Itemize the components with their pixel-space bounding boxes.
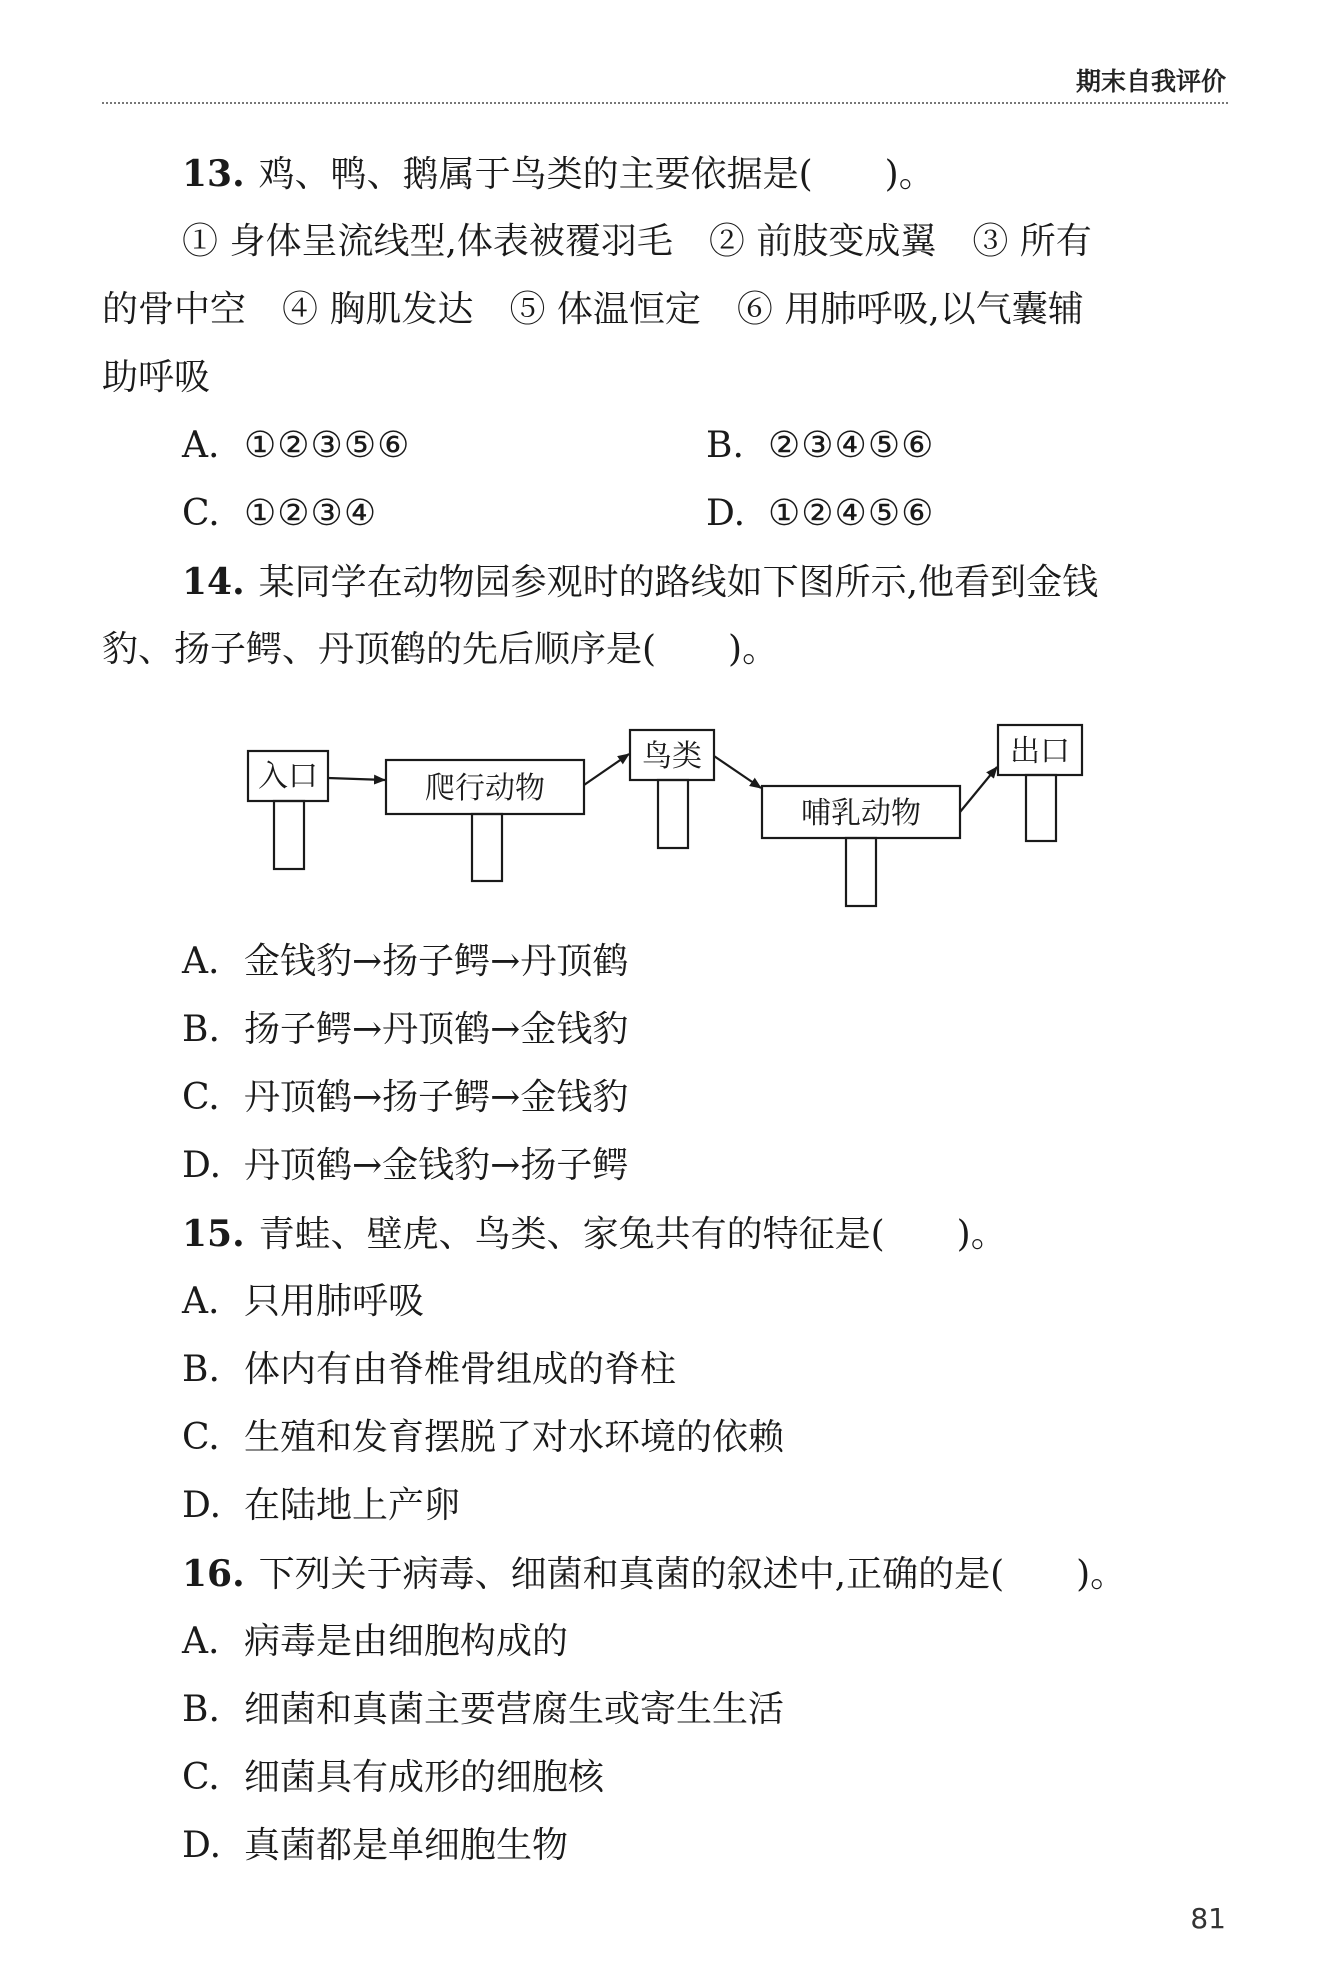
option-label: D. [182, 1485, 222, 1526]
q14-option-b[interactable] [182, 1008, 628, 1052]
option-text: 丹顶鹤→扬子鳄→金钱豹 [244, 1077, 629, 1118]
exit-sign-post [1026, 775, 1056, 841]
sign-label-mammals: 哺乳动物 [801, 796, 921, 831]
option-label: A. [182, 941, 220, 982]
sign-label-reptiles: 爬行动物 [425, 771, 545, 806]
option-label: B. [706, 425, 744, 466]
q13-stem-text: 鸡、鸭、鹅属于鸟类的主要依据是( )。 [258, 154, 935, 195]
sign-label-exit: 出口 [1010, 734, 1070, 769]
q14-option-d[interactable] [182, 1144, 628, 1188]
entrance-sign-post [274, 801, 304, 869]
q14-option-a[interactable] [182, 940, 628, 984]
q14-stem-line-2: 豹、扬子鳄、丹顶鹤的先后顺序是( )。 [102, 629, 779, 670]
q15-option-d[interactable] [182, 1484, 460, 1528]
option-label: B. [182, 1689, 220, 1730]
option-label: B. [182, 1349, 220, 1390]
option-text: 丹顶鹤→金钱豹→扬子鳄 [244, 1145, 629, 1186]
option-text: 扬子鳄→丹顶鹤→金钱豹 [244, 1009, 629, 1050]
q16-stem-text: 下列关于病毒、细菌和真菌的叙述中,正确的是( )。 [258, 1554, 1127, 1595]
route-arrow-3 [714, 756, 761, 788]
option-text: 只用肺呼吸 [244, 1281, 425, 1322]
option-text: 在陆地上产卵 [244, 1485, 461, 1526]
option-text: ①②③⑤⑥ [244, 425, 411, 466]
mammals-sign-post [846, 838, 876, 906]
option-text: 生殖和发育摆脱了对水环境的依赖 [244, 1417, 785, 1458]
q15-stem [182, 1212, 1007, 1257]
q16-number: 16. [182, 1553, 245, 1595]
q13-feature-line-1: ① 身体呈流线型,体表被覆羽毛 ② 前肢变成翼 ③ 所有 [182, 221, 1092, 262]
option-label: B. [182, 1009, 220, 1050]
option-label: C. [182, 1417, 220, 1458]
q14-option-c[interactable] [182, 1076, 628, 1120]
q14-number: 14. [182, 561, 245, 603]
option-label: A. [182, 1621, 220, 1662]
q16-option-c[interactable] [182, 1756, 604, 1800]
option-text: 病毒是由细胞构成的 [244, 1621, 569, 1662]
route-arrow-4 [960, 767, 997, 812]
option-text: 体内有由脊椎骨组成的脊柱 [244, 1349, 677, 1390]
page-number: 81 [1190, 1902, 1226, 1935]
option-label: C. [182, 1077, 220, 1118]
option-label: A. [182, 1281, 220, 1322]
option-text: 细菌具有成形的细胞核 [244, 1757, 605, 1798]
q15-number: 15. [182, 1213, 245, 1255]
option-text: 金钱豹→扬子鳄→丹顶鹤 [244, 941, 629, 982]
option-text: ①②④⑤⑥ [768, 493, 935, 534]
q16-option-d[interactable] [182, 1824, 568, 1868]
q13-feature-line-2: 的骨中空 ④ 胸肌发达 ⑤ 体温恒定 ⑥ 用肺呼吸,以气囊辅 [102, 289, 1084, 330]
sign-label-birds: 鸟类 [642, 739, 702, 774]
q15-option-b[interactable] [182, 1348, 676, 1392]
section-header: 期末自我评价 [1075, 67, 1226, 96]
q13-number: 13. [182, 153, 245, 195]
option-label: C. [182, 493, 220, 534]
sign-label-entrance: 入口 [258, 759, 318, 794]
q16-option-b[interactable] [182, 1688, 784, 1732]
q15-option-a[interactable] [182, 1280, 424, 1324]
reptiles-sign-post [472, 814, 502, 881]
q16-option-a[interactable] [182, 1620, 568, 1664]
q15-stem-text: 青蛙、壁虎、鸟类、家兔共有的特征是( )。 [258, 1214, 1007, 1255]
route-arrow-1 [328, 778, 385, 780]
birds-sign-post [658, 780, 688, 848]
option-label: D. [706, 493, 746, 534]
option-label: C. [182, 1757, 220, 1798]
option-text: 真菌都是单细胞生物 [244, 1825, 569, 1866]
option-label: D. [182, 1145, 222, 1186]
option-text: 细菌和真菌主要营腐生或寄生生活 [244, 1689, 785, 1730]
option-text: ①②③④ [244, 493, 378, 534]
q16-stem [182, 1552, 1126, 1597]
option-text: ②③④⑤⑥ [768, 425, 935, 466]
q15-option-c[interactable] [182, 1416, 784, 1460]
option-label: D. [182, 1825, 222, 1866]
route-arrow-2 [584, 754, 629, 785]
option-label: A. [182, 425, 220, 466]
q13-feature-line-3: 助呼吸 [102, 357, 211, 398]
q14-stem-line-1: 某同学在动物园参观时的路线如下图所示,他看到金钱 [258, 562, 1099, 603]
